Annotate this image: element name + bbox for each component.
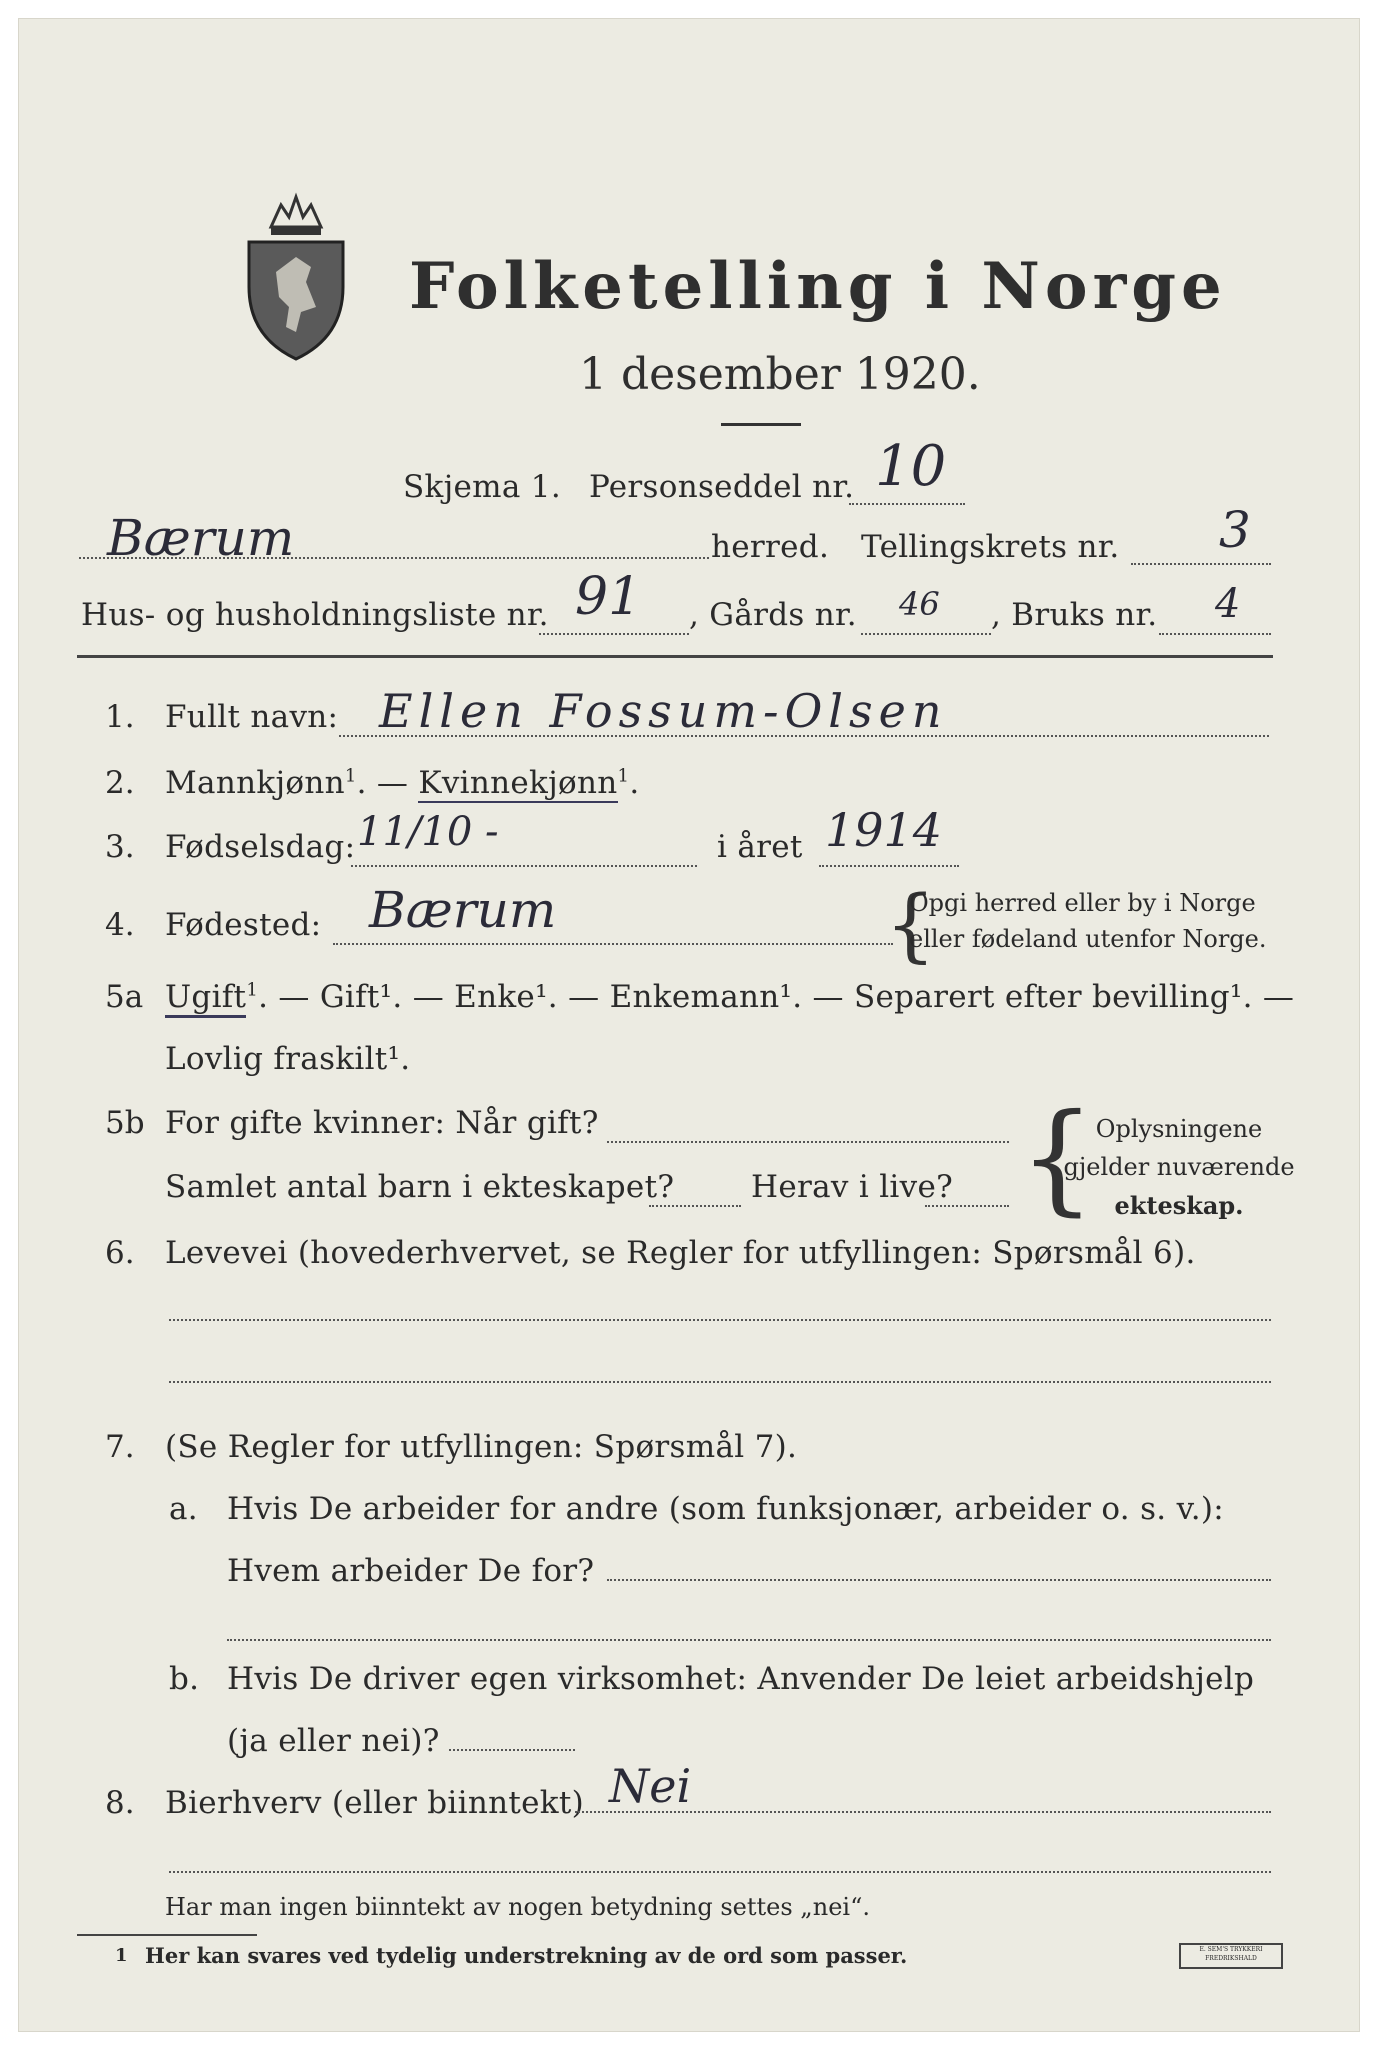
q5a-number: 5a [105,979,144,1015]
children-alive-field[interactable] [925,1193,1009,1207]
q4-brace: { [885,878,936,971]
occupation-field-line1[interactable] [169,1319,1271,1321]
q8-label: Bierhverv (eller biinntekt) [165,1785,585,1821]
q5b-note-line1: Oplysningene [1095,1115,1263,1143]
gender-end: . [629,765,640,801]
option-divorced[interactable]: Lovlig fraskilt¹. [165,1041,411,1077]
q5b-children-label: Samlet antal barn i ekteskapet? [165,1169,675,1205]
gender-separator: . — [356,765,419,801]
q7b-line2: (ja eller nei)? [227,1723,440,1759]
q7-label: (Se Regler for utfyllingen: Spørsmål 7). [165,1429,798,1465]
q4-label: Fødested: [165,907,322,943]
employer-field-line2[interactable] [227,1639,1271,1641]
birth-year-value: 1914 [825,803,943,857]
birthday-field[interactable] [351,853,697,867]
gards-label: , Gårds nr. [689,597,857,633]
printer-stamp: E. SEM'S TRYKKERI FREDRIKSHALD [1179,1943,1283,1969]
personseddel-label: Personseddel nr. [589,469,855,505]
footnote-rule [77,1934,257,1936]
husliste-value: 91 [575,567,642,627]
hired-help-field[interactable] [449,1749,575,1751]
birth-year-label: i året [717,829,803,865]
q1-number: 1. [105,699,135,735]
q6-number: 6. [105,1235,135,1271]
option-female[interactable]: Kvinnekjønn [418,765,618,801]
footnote-mark: 1 [115,1945,128,1966]
q7-number: 7. [105,1429,135,1465]
census-form [18,18,1360,2032]
q4-number: 4. [105,907,135,943]
q5b-alive-label: Herav i live? [751,1169,954,1205]
q5b-brace: { [1019,1089,1096,1228]
occupation-field-line2[interactable] [169,1381,1271,1383]
employer-field[interactable] [607,1579,1271,1581]
side-income-field-line2[interactable] [169,1871,1271,1873]
husliste-label: Hus- og husholdningsliste nr. [81,597,549,633]
q5b-note-line3: ekteskap. [1114,1191,1244,1220]
q5b-married-label: For gifte kvinner: Når gift? [165,1105,599,1141]
q6-label: Levevei (hovederhvervet, se Regler for utfyllingen: Spørsmål 6). [165,1235,1196,1271]
tellingskrets-value: 3 [1219,501,1251,559]
gards-value: 46 [899,585,940,623]
q4-note-line2: eller fødeland utenfor Norge. [909,925,1267,953]
census-date: 1 desember 1920. [579,349,981,400]
tellingskrets-label: Tellingskrets nr. [861,529,1120,565]
gender-options: Mannkjønn$^1$. — Kvinnekjønn$^1$. [165,765,640,801]
full-name-value: Ellen Fossum-Olsen [379,684,948,738]
q3-label: Fødselsdag: [165,829,356,865]
birthplace-value: Bærum [369,881,557,939]
q7a-letter: a. [169,1491,198,1527]
q3-number: 3. [105,829,135,865]
title-rule [721,423,801,426]
header-divider [77,655,1273,658]
schema-label: Skjema 1. [403,469,561,505]
q4-note-line1: Opgi herred eller by i Norge [909,889,1256,917]
option-unmarried[interactable]: Ugift [165,979,246,1018]
q2-number: 2. [105,765,135,801]
q7b-line1: Hvis De driver egen virksomhet: Anvender De leiet arbeidshjelp [227,1661,1255,1697]
form-title: Folketelling i Norge [409,249,1227,324]
personseddel-value: 10 [875,434,947,499]
bruks-value: 4 [1215,581,1241,627]
civil-status-options: Ugift$^1$. — Gift¹. — Enke¹. — Enkemann¹. — Separert efter bevilling¹. — [165,979,1294,1015]
children-count-field[interactable] [649,1193,741,1207]
q1-label: Fullt navn: [165,699,339,735]
q8-number: 8. [105,1785,135,1821]
q7b-letter: b. [169,1661,200,1697]
q5b-number: 5b [105,1105,145,1141]
birthday-value: 11/10 - [357,809,499,855]
option-male[interactable]: Mannkjønn [165,765,345,801]
civil-status-rest[interactable]: . — Gift¹. — Enke¹. — Enkemann¹. — Separert efter bevilling¹. — [258,979,1295,1015]
herred-value: Bærum [107,509,295,567]
bruks-label: , Bruks nr. [991,597,1158,633]
q7a-line2: Hvem arbeider De for? [227,1553,595,1589]
married-date-field[interactable] [607,1129,1009,1143]
q7a-line1: Hvis De arbeider for andre (som funksjonær, arbeider o. s. v.): [227,1491,1225,1527]
footnote-text: Her kan svares ved tydelig understrekning av de ord som passer. [145,1943,908,1968]
norway-coat-of-arms-icon [241,187,351,362]
herred-label: herred. [711,529,830,565]
q5b-note-line2: gjelder nuværende [1063,1153,1295,1181]
no-income-note: Har man ingen biinntekt av nogen betydning settes „nei“. [165,1893,870,1921]
side-income-value: Nei [609,1759,692,1813]
